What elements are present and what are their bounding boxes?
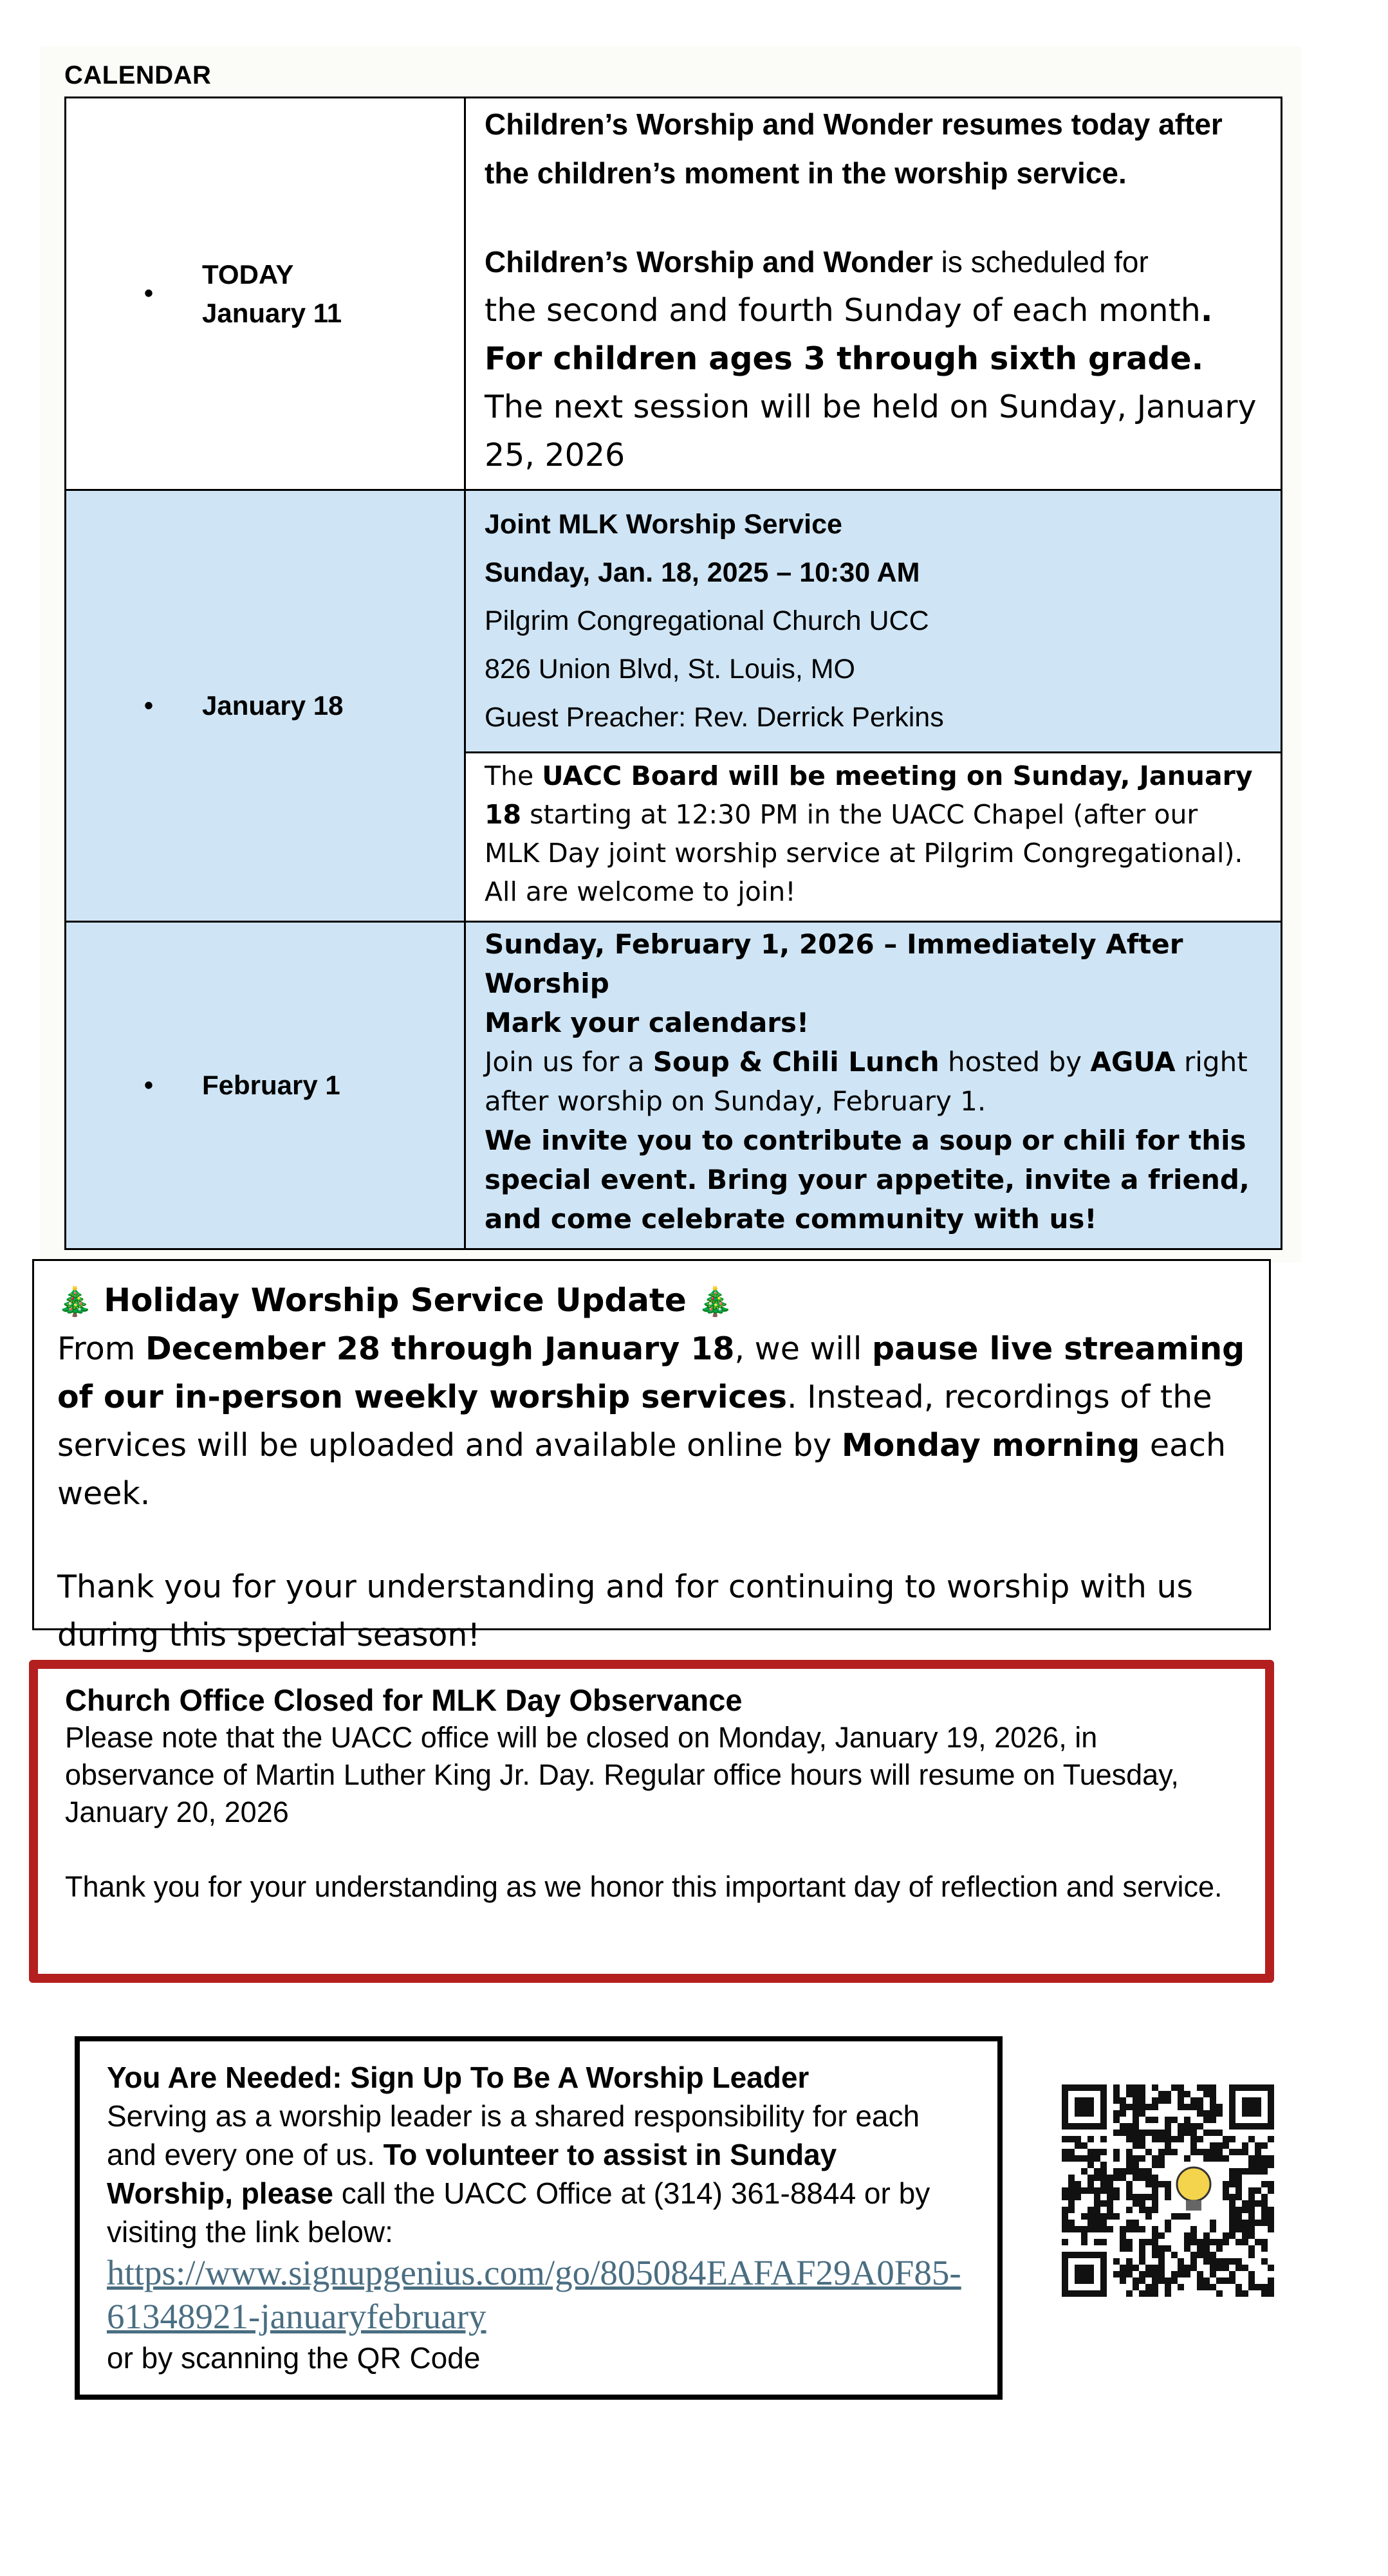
text: , we will xyxy=(734,1330,872,1367)
volunteer-callout: To volunteer to assist in Sunday Worship, please xyxy=(107,2138,837,2210)
holiday-title-text: Holiday Worship Service Update xyxy=(104,1282,687,1319)
office-thanks: Thank you for your understanding as we honor this important day of reflection and service. xyxy=(65,1870,1223,1903)
holiday-paragraph xyxy=(57,1325,1246,1518)
qr-code-icon[interactable] xyxy=(1062,2084,1274,2297)
text: is scheduled for xyxy=(932,244,1149,279)
pause-notice: pause live streaming of our in-person weekly worship services xyxy=(57,1330,1245,1415)
next-session: The next session will be held on Sunday, January 25, 2026 xyxy=(485,388,1257,474)
office-closed-box xyxy=(29,1660,1274,1983)
event-cell xyxy=(465,490,1282,753)
bullet: • xyxy=(144,279,154,308)
calendar-table xyxy=(64,97,1282,1250)
bullet: • xyxy=(144,691,154,720)
text: each week. xyxy=(57,1427,1226,1512)
holiday-update-box xyxy=(32,1259,1271,1653)
office-title: Church Office Closed for MLK Day Observance xyxy=(65,1683,743,1717)
text: hosted by xyxy=(939,1046,1091,1078)
program-name: Children’s Worship and Wonder xyxy=(485,244,933,279)
date-label: January 18 xyxy=(202,690,344,721)
date-label: January 11 xyxy=(202,297,342,328)
event-address: 826 Union Blvd, St. Louis, MO xyxy=(485,654,856,685)
calendar-row-jan-11 xyxy=(66,98,1282,490)
event-name: Soup & Chili Lunch xyxy=(652,1046,939,1078)
event-preacher: Guest Preacher: Rev. Derrick Perkins xyxy=(485,702,944,733)
event-heading: Joint MLK Worship Service xyxy=(485,509,842,540)
qr-instruction: or by scanning the QR Code xyxy=(107,2341,481,2375)
qr-code-graphic xyxy=(1062,2084,1274,2297)
event-description xyxy=(485,237,1262,479)
text: starting at 12:30 PM in the UACC Chapel (after our MLK Day joint worship service at Pilgrim Congregational). All are welcome to join! xyxy=(485,799,1243,907)
text: From xyxy=(57,1330,145,1367)
signup-link[interactable]: https://www.signupgenius.com/go/805084EAFAF29A0F85-61348921-januaryfebruary xyxy=(107,2253,961,2336)
volunteer-title: You Are Needed: Sign Up To Be A Worship Leader xyxy=(107,2061,810,2094)
date-cell xyxy=(66,98,465,490)
text: . Instead, recordings of the services will be uploaded and available online by xyxy=(57,1379,1212,1464)
bullet: • xyxy=(144,1071,154,1099)
upload-time: Monday morning xyxy=(841,1427,1140,1464)
date-today-label: TODAY xyxy=(202,259,294,290)
event-datetime: Sunday, Jan. 18, 2025 – 10:30 AM xyxy=(485,557,920,588)
date-label: February 1 xyxy=(202,1070,340,1100)
date-range: December 28 through January 18 xyxy=(145,1330,735,1367)
event-heading: Sunday, February 1, 2026 – Immediately After Worship xyxy=(485,928,1183,999)
event-location: Pilgrim Congregational Church UCC xyxy=(485,605,929,636)
event-cell xyxy=(465,922,1282,1249)
christmas-tree-icon: 🎄 xyxy=(698,1285,733,1318)
calendar-row-feb-1 xyxy=(66,922,1282,1249)
calendar-row-jan-18 xyxy=(66,490,1282,753)
christmas-tree-icon: 🎄 xyxy=(57,1285,93,1318)
mark-calendars: Mark your calendars! xyxy=(485,1007,810,1038)
text: the second and fourth Sunday of each month xyxy=(485,291,1201,329)
age-range: . For children ages 3 through sixth grade. xyxy=(485,291,1213,377)
text: The xyxy=(485,760,542,791)
text: call the UACC Office at (314) 361-8844 or by visiting the link below: xyxy=(107,2176,930,2249)
event-heading: Children’s Worship and Wonder resumes today after the children’s moment in the worship service. xyxy=(485,107,1223,190)
event-cell xyxy=(465,753,1282,922)
date-cell xyxy=(66,490,465,922)
date-cell xyxy=(66,922,465,1249)
office-notice: Please note that the UACC office will be closed on Monday, January 19, 2026, in observance of Martin Luther King Jr. Day. Regular office hours will resume on Tuesday, January 20, 2026 xyxy=(65,1721,1179,1828)
holiday-thanks: Thank you for your understanding and for continuing to worship with us during this special season! xyxy=(57,1569,1194,1653)
event-description xyxy=(485,1042,1261,1121)
event-cell xyxy=(465,98,1282,490)
text: right after worship on Sunday, February 1. xyxy=(485,1046,1248,1117)
event-invite: We invite you to contribute a soup or chili for this special event. Bring your appetite, invite a friend, and come celebrate community with us! xyxy=(485,1125,1250,1235)
calendar-title: CALENDAR xyxy=(64,61,212,89)
text: Serving as a worship leader is a shared responsibility for each and every one of us. xyxy=(107,2099,920,2171)
host-group: AGUA xyxy=(1090,1046,1176,1078)
volunteer-description xyxy=(107,2097,970,2251)
board-meeting: UACC Board will be meeting on Sunday, January 18 xyxy=(485,760,1253,830)
holiday-title xyxy=(57,1279,1246,1323)
text: Join us for a xyxy=(485,1046,653,1078)
worship-leader-box xyxy=(75,2036,1003,2400)
